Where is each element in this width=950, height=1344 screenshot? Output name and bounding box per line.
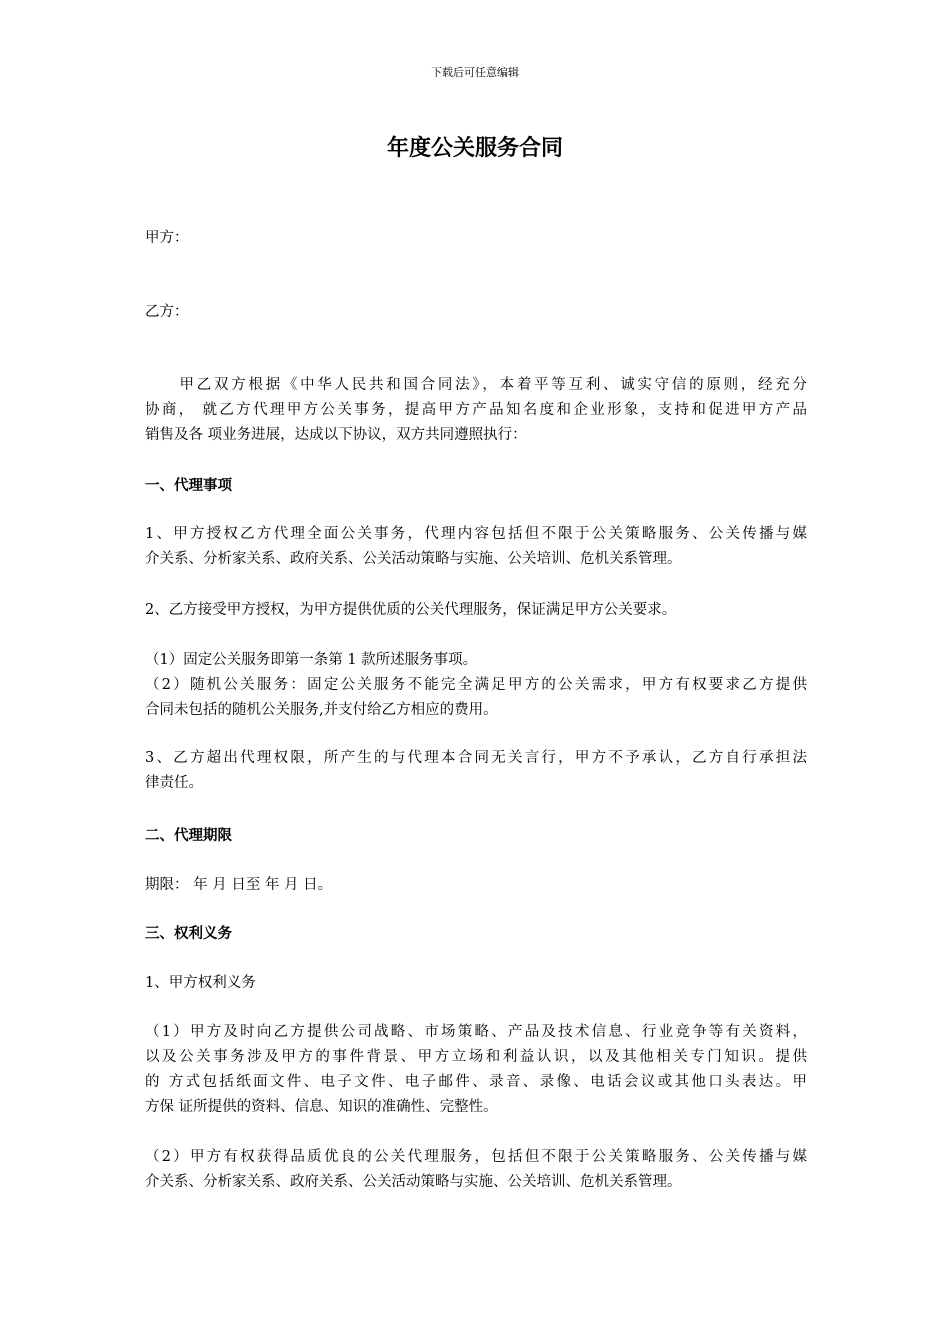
section-3-heading: 三、权利义务 [145, 926, 232, 942]
paragraph-line: 3、乙方超出代理权限，所产生的与代理本合同无关言行，甲方不予承认，乙方自行承担法 [145, 750, 807, 766]
page-header: 下载后可任意编辑 [431, 66, 519, 79]
party-b-label: 乙方： [145, 304, 189, 320]
paragraph-line: 的 方式包括纸面文件、电子文件、电子邮件、录音、录像、电话会议或其他口头表达。甲 [145, 1074, 807, 1090]
paragraph-line: 方保 证所提供的资料、信息、知识的准确性、完整性。 [145, 1099, 498, 1115]
section-1-item-1 [145, 522, 807, 572]
preamble-line: 甲乙双方根据《中华人民共和国合同法》，本着平等互利、诚实守信的原则，经充分 [145, 377, 807, 393]
paragraph-line: 律责任。 [145, 775, 203, 791]
section-3-paragraph-1 [145, 1020, 807, 1120]
paragraph-line: （2）甲方有权获得品质优良的公关代理服务，包括但不限于公关策略服务、公关传播与媒 [145, 1149, 807, 1165]
paragraph-line: （1）甲方及时向乙方提供公司战略、市场策略、产品及技术信息、行业竞争等有关资料， [145, 1024, 807, 1040]
agency-period: 期限： 年 月 日至 年 月 日。 [145, 877, 333, 893]
section-2-heading: 二、代理期限 [145, 828, 232, 844]
document-title: 年度公关服务合同 [386, 136, 563, 161]
paragraph-line: 介关系、分析家关系、政府关系、公关活动策略与实施、公关培训、危机关系管理。 [145, 1174, 682, 1190]
paragraph-line: （2）随机公关服务：固定公关服务不能完全满足甲方的公关需求，甲方有权要求乙方提供 [145, 677, 807, 693]
preamble-line: 协商， 就乙方代理甲方公关事务，提高甲方产品知名度和企业形象，支持和促进甲方产品 [145, 402, 807, 418]
paragraph-line: 以及公关事务涉及甲方的事件背景、甲方立场和利益认识，以及其他相关专门知识。提供 [145, 1049, 807, 1065]
preamble-line: 销售及各 项业务进展，达成以下协议，双方共同遵照执行： [145, 427, 527, 443]
paragraph-line: 介关系、分析家关系、政府关系、公关活动策略与实施、公关培训、危机关系管理。 [145, 551, 682, 567]
section-1-sub-2 [145, 673, 807, 723]
section-1-item-2 [145, 598, 807, 623]
section-1-item-3 [145, 746, 807, 796]
paragraph-line: 1、甲方授权乙方代理全面公关事务，代理内容包括但不限于公关策略服务、公关传播与媒 [145, 526, 807, 542]
section-3-subheading: 1、甲方权利义务 [145, 975, 256, 991]
paragraph-line: 合同未包括的随机公关服务,并支付给乙方相应的费用。 [145, 702, 498, 718]
paragraph-line: 2、乙方接受甲方授权，为甲方提供优质的公关代理服务，保证满足甲方公关要求。 [145, 602, 677, 618]
preamble-paragraph [145, 373, 807, 448]
section-1-sub-1 [145, 648, 807, 673]
party-a-label: 甲方： [145, 230, 189, 246]
section-3-paragraph-2 [145, 1145, 807, 1195]
paragraph-line: （1）固定公关服务即第一条第 1 款所述服务事项。 [145, 652, 478, 668]
section-1-heading: 一、代理事项 [145, 478, 232, 494]
